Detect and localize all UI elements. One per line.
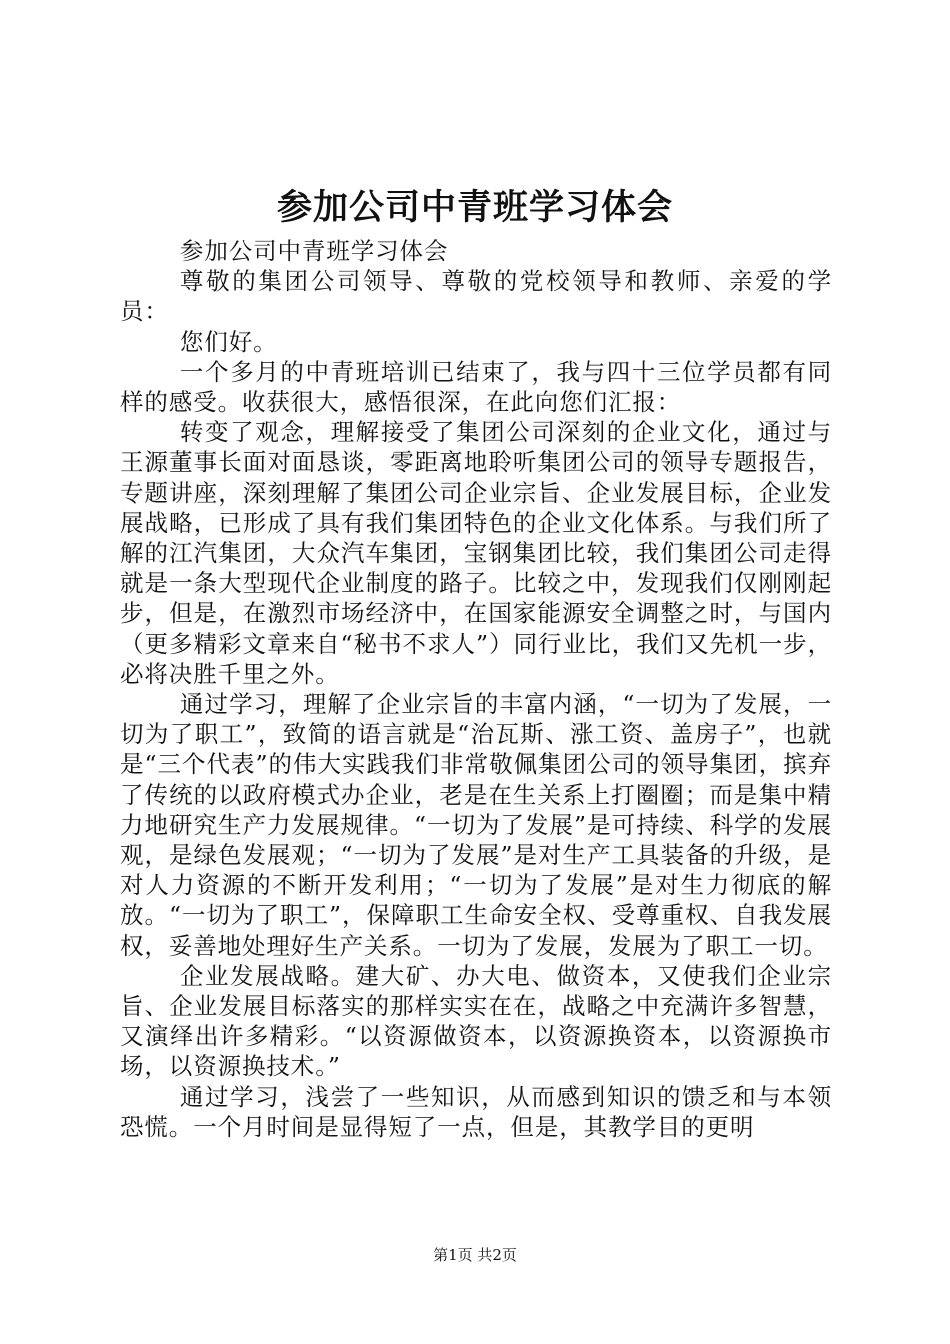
page-number-footer: 第1页 共2页 [433,1246,517,1264]
body-paragraph-learning: 通过学习，浅尝了一些知识，从而感到知识的馈乏和与本领恐慌。一个月时间是显得短了一点，但是，其教学目的更明 [120,1082,832,1141]
document-title: 参加公司中青班学习体会 [276,187,673,228]
body-paragraph-culture: 转变了观念，理解接受了集团公司深刻的企业文化，通过与王源董事长面对面恳谈，零距离地聆听集团公司的领导专题报告，专题讲座，深刻理解了集团公司企业宗旨、企业发展目标，企业发展战略，已形成了具有我们集团特色的企业文化体系。与我们所了解的江汽集团，大众汽车集团，宝钢集团比较，我们集团公司走得就是一条大型现代企业制度的路子。比较之中，发现我们仅刚刚起步，但是，在激烈市场经济中，在国家能源安全调整之时，与国内（更多精彩文章来自“秘书不求人”）同行业比，我们又先机一步，必将决胜千里之外。 [120,418,832,688]
body-paragraph-heading-repeat: 参加公司中青班学习体会 [179,237,449,265]
body-paragraph-strategy: 企业发展战略。建大矿、办大电、做资本，又使我们企业宗旨、企业发展目标落实的那样实实在在，战略之中充满许多智慧，又演绎出许多精彩。“以资源做资本，以资源换资本，以资源换市场，以资源换技术。” [120,961,832,1081]
body-paragraph-intro: 一个多月的中青班培训已结束了，我与四十三位学员都有同样的感受。收获很大，感悟很深，在此向您们汇报： [120,357,832,417]
body-paragraph-purpose: 通过学习，理解了企业宗旨的丰富内涵，“一切为了发展，一切为了职工”，致简的语言就是“治瓦斯、涨工资、盖房子”，也就是“三个代表”的伟大实践我们非常敬佩集团公司的领导集团，摈弃了传统的以政府模式办企业，老是在生关系上打圈圈；而是集中精力地研究生产力发展规律。“一切为了发展”是可持续、科学的发展观，是绿色发展观；“一切为了发展”是对生产工具装备的升级，是对人力资源的不断开发利用；“一切为了发展”是对生力彻底的解放。“一切为了职工”，保障职工生命安全权、受尊重权、自我发展权，妥善地处理好生产关系。一切为了发展，发展为了职工一切。 [120,690,832,960]
body-paragraph-greeting: 您们好。 [179,327,278,356]
body-paragraph-salutation: 尊敬的集团公司领导、尊敬的党校领导和教师、亲爱的学员： [120,267,832,326]
document-body [120,236,832,1142]
